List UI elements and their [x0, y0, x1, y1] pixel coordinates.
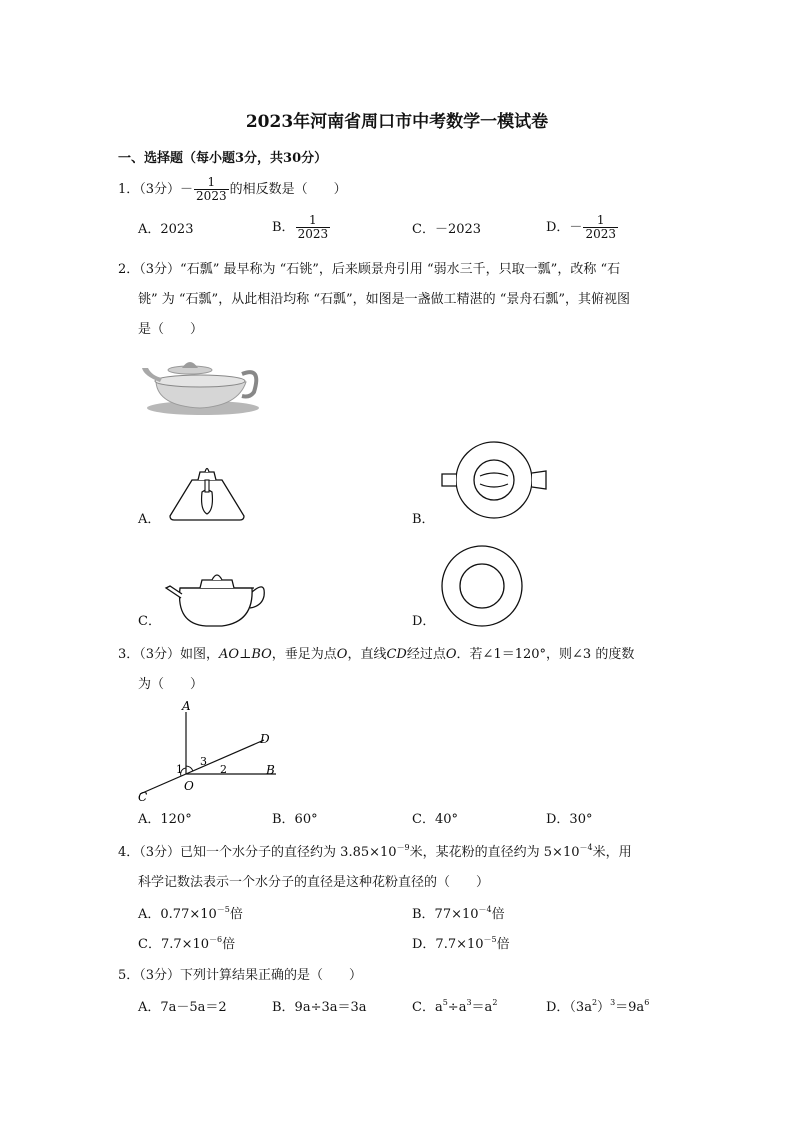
q4-b2: 倍: [491, 907, 505, 922]
q3-option-c: C．40°: [412, 812, 458, 827]
q3-t11: ．若∠1＝120°，则∠3 的度数: [456, 647, 635, 662]
q1-b-den: 2023: [297, 227, 329, 241]
q3-option-b: B．60°: [272, 812, 318, 827]
q5-d-e1: 2: [591, 998, 598, 1007]
q4-a-exp: －5: [216, 905, 230, 914]
q2-option-b: B．: [412, 512, 435, 527]
q4-option-b: [412, 907, 505, 922]
q4-t3: 米，用: [592, 845, 632, 860]
q1-fraction: [194, 176, 229, 203]
q1-number: 1．（3分）－: [118, 182, 194, 197]
fig-angle-2: 2: [220, 763, 227, 776]
q4-option-d: [412, 937, 510, 952]
fig-angle-3: 3: [200, 755, 207, 768]
q4-option-a: [138, 907, 243, 922]
q2-option-c: C．: [138, 614, 161, 629]
q2-line-2: 铫” 为 “石瓢”，从此相沿均称 “石瓢”，如图是一盏做工精湛的 “景舟石瓢”，其俯视图: [138, 292, 631, 307]
q4-c2: 倍: [222, 937, 236, 952]
q1-tail: 的相反数是（ ）: [229, 182, 347, 197]
q4-d1: D．7.7×10: [412, 937, 484, 952]
q3-t3: ⊥: [239, 647, 252, 662]
q3-t6: O: [336, 647, 348, 662]
q4-line-2: 科学记数法表示一个水分子的直径是这种花粉直径的（ ）: [138, 875, 490, 890]
fig-label-b: B: [266, 763, 275, 777]
q5-stem: 5．（3分）下列计算结果正确的是（ ）: [118, 968, 363, 983]
q2-option-a-drawing: [162, 462, 252, 522]
q5-c-e2: 3: [466, 998, 472, 1007]
q3-t4: BO: [251, 647, 272, 662]
q2-line-3: 是（ ）: [138, 322, 204, 337]
q5-option-a: A．7a－5a＝2: [138, 1000, 227, 1015]
q3-t8: CD: [386, 647, 407, 662]
q1-option-a: A．2023: [138, 222, 194, 237]
q5-d-e2: 3: [610, 998, 616, 1007]
q4-b1: B．77×10: [412, 907, 479, 922]
fig-label-c: C: [138, 790, 148, 804]
q1-d-den: 2023: [585, 227, 616, 241]
q1-option-d: [546, 214, 619, 241]
q3-t5: ，垂足为点: [271, 647, 337, 662]
q4-exp1: －9: [396, 843, 410, 852]
q3-line-1: [118, 647, 634, 662]
q5-c2: ÷a: [447, 1000, 467, 1015]
q2-option-c-drawing: [162, 566, 270, 630]
q4-d-exp: －5: [483, 935, 497, 944]
q4-d2: 倍: [496, 937, 510, 952]
q3-t10: O: [445, 647, 457, 662]
q1-d-label: D．－: [546, 220, 583, 235]
q5-d2: ）: [597, 1000, 611, 1015]
q5-c-e1: 5: [442, 998, 448, 1007]
question-1-stem: [118, 176, 347, 203]
q1-option-b: [272, 214, 331, 241]
q4-option-c: [138, 937, 235, 952]
q2-option-d-drawing: [440, 544, 524, 628]
q5-option-c: [412, 1000, 497, 1015]
q4-t1: 4．（3分）已知一个水分子的直径约为 3.85×10: [118, 845, 397, 860]
q4-line-1: [118, 845, 632, 860]
q5-d-e3: 6: [644, 998, 650, 1007]
fig-angle-1: 1: [176, 763, 183, 776]
q4-a2: 倍: [229, 907, 243, 922]
q4-a1: A．0.77×10: [138, 907, 217, 922]
q4-c1: C．7.7×10: [138, 937, 210, 952]
q1-frac-den: 2023: [196, 189, 227, 203]
q5-d1: D．（3a: [546, 1000, 592, 1015]
q5-c1: C．a: [412, 1000, 443, 1015]
q5-d3: ＝9a: [615, 1000, 645, 1015]
q1-option-c: C．－2023: [412, 222, 482, 237]
q1-d-num: 1: [596, 213, 605, 227]
q4-c-exp: －6: [209, 935, 223, 944]
page-title: 2023年河南省周口市中考数学一模试卷: [245, 112, 549, 132]
q1-b-label: B．: [272, 220, 295, 235]
teapot-photo: [138, 348, 268, 423]
q5-c-e3: 2: [492, 998, 498, 1007]
q5-option-b: B．9a÷3a＝3a: [272, 1000, 367, 1015]
q4-exp2: －4: [579, 843, 593, 852]
q1-frac-num: 1: [207, 175, 216, 189]
q2-line-1: 2．（3分）“石瓢” 最早称为 “石铫”，后来顾景舟引用 “弱水三千，只取一瓢”，改称 “石: [118, 262, 621, 277]
q3-option-a: A．120°: [138, 812, 192, 827]
q5-option-d: [546, 1000, 649, 1015]
q4-t2: 米，某花粉的直径约为 5×10: [409, 845, 580, 860]
q2-option-b-drawing: [440, 440, 548, 520]
fig-label-a: A: [182, 699, 191, 713]
q4-b-exp: －4: [478, 905, 492, 914]
q3-t2: AO: [219, 647, 240, 662]
section-heading: 一、选择题（每小题3分，共30分）: [118, 151, 328, 166]
fig-label-d: D: [260, 732, 270, 746]
q3-angle-figure: [130, 698, 290, 808]
q5-c3: ＝a: [471, 1000, 493, 1015]
q3-t9: 经过点: [406, 647, 446, 662]
q2-option-d: D．: [412, 614, 436, 629]
q3-option-d: D．30°: [546, 812, 593, 827]
q3-line-2: 为（ ）: [138, 677, 204, 692]
q2-option-a: A．: [138, 512, 161, 527]
q3-t7: ，直线: [347, 647, 387, 662]
q1-b-num: 1: [309, 213, 317, 227]
q3-t1: 3．（3分）如图，: [118, 647, 220, 662]
fig-label-o: O: [184, 779, 194, 793]
